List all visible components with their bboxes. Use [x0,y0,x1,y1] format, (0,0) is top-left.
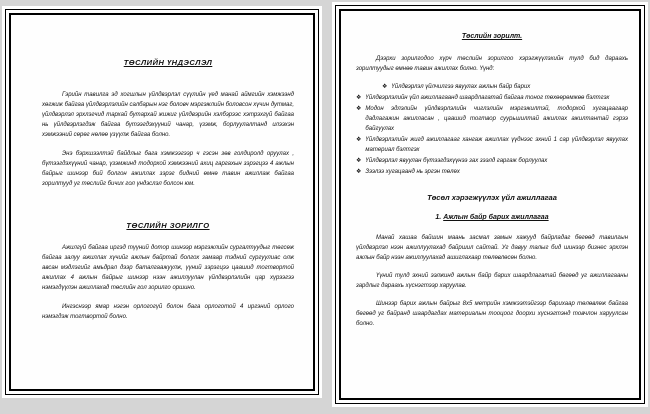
section-heading-justification: ТӨСЛИЙН ҮНДЭСЛЭЛ [123,58,213,67]
objective-text: Үйлдвэрлэл явуулан бүтээгдэхүүнээ зах зээлд гаргаж борлуулах [365,158,548,164]
subsection-heading-workplace [356,213,628,223]
objective-item [356,93,628,103]
paragraph-activities-2: Үүний тулд эхний ээлжинд ажлын байр барих шаардлагатай бөгөөд уг ажиллагааны зардлыг дараахь хүснэгтээр харуулав. [356,273,628,289]
objective-item [356,104,628,134]
objectives-list [356,82,628,177]
objective-item [356,167,628,177]
section-heading-goal: ТӨСЛИЙН ЗОРИЛГО [126,221,210,230]
document-page-1 [2,6,322,398]
paragraph-goal-1: Ажилгүй байгаа иргэд түүний дотор шинээр мэргэжлийн сургалтуудыг төгсөж байгаа залуу ажиллах хүчийг ажлын байртай болгох замаар тэдний сургуулиас олж авсан мэдлэгийг амьдрал дээр баталгаажуулж, үүний зэрэгцээ цаашид тогтвортой ажиллах 4 ажлын байрыг шинээр нээн ажиллуулан үйлдвэрлэлийн цар хүрээгээ нэмэгдүүлэн ажиллахад төслийн гол зорилго оршино. [42,245,294,291]
diamond-bullet-icon: ❖ [356,95,362,101]
paragraph-justification-2: Энэ бэрхшээлтэй байдлыг бага хэмжээгээр ч гэсэн зөв голдиролд оруулах , бүтээгдэхүүний чанар, үзэмжинд тодорхой хэмжээний ахиц гаргахын зэрэгцээ 4 ажлын байрыг шинээр бий болгон ажиллах зэрэг бидний өмнө тавин ажиллаж байгаа зорилтууд уг төслийг бичих гол үндэслэл болсон юм. [42,151,294,187]
diamond-bullet-icon: ❖ [356,169,362,175]
section-heading-activities: Төсөл хэрэгжүүлэх үйл ажиллагаа [427,193,557,202]
page-2-content [344,14,636,395]
diamond-bullet-icon: ❖ [356,106,362,112]
objective-text: Үйлдвэрлэлийн жигд ажиллагааг хангаж ажиллах үүднээс эхний 1 сар үйлдвэрлэл явуулах материал бэлтгэх [365,137,628,153]
paragraph-goal-2: Ингэснээр ямар нэгэн орлогогүй болон бага орлоготой 4 иргэний орлого нэмэгдэж тогтвортой болно. [42,304,294,320]
document-page-2 [332,2,648,407]
paragraph-activities-3: Шинээр барих ажлын байрыг 8х5 метрийн хэмжээтэйгээр барихаар төлөвлөж байгаа бөгөөд уг байранд шаардагдах материалын тооцоог доорхи хүснэгтэнд товчлон харуулсан болно. [356,301,628,327]
objective-text: Үйлдвэрлэл үйлчилгээ явуулах ажлын байр барих [391,84,531,90]
paragraph-objectives-intro: Дээрхи зорилгодоо хүрч төслийн зорилгоо хэрэгжүүлэхийн тулд бид дараахь зорилтуудыг өмнөө тавин ажиллах болно. Үүнд: [356,56,628,72]
paragraph-activities-1: Манай хашаа байшин маань засмал замын хажууд байрладаг бөгөөд тавилгын үйлдвэрлэл нээн ажиллуулахад байршил сайтай. Уг давуу талыг бид шинээр бизнес эрхлэн ажлын байр нээн ажиллуулахад ашиглахаар төлөвлөсөн болно. [356,235,628,261]
objective-item [356,156,628,166]
objective-text: Модон эдлэлийн үйлдвэрлэлийн чиглэлийн мэргэжилтэй, тодорхой хугацаагаар дадлагажин ажилласан , цаашид тогтвор суурьшилтай ажиллах ажилтантай гэрээ байгуулах [365,106,628,132]
subsection-number: 1. [435,214,442,221]
section-heading-objectives: Төслийн зорилт. [461,33,523,40]
diamond-bullet-icon: ❖ [382,84,388,90]
diamond-bullet-icon: ❖ [356,158,362,164]
objective-text: Зээлээ хугацаанд нь эргэн төлөх [365,169,460,175]
objective-text: Үйлдвэрлэлийн үйл ажиллагаанд шаардлагатай байгаа тоног төхөөрөмжөө бэлтгэх [365,95,610,101]
page-1-content [14,18,310,386]
subsection-title: Ажлын байр барих ажиллагаа [443,214,549,221]
paragraph-justification-1: Гэрийн тавилга эд хогшлын үйлдвэрлэл сүүлийн үед манай аймгийн хэмжээнд хөгжиж байгаа үйлдвэрлэлийн салбарын нэг боловч мэргэжлийн боловсон хүчин дутмаг, үйлдвэрлэл эрхлэгчид тархай бутархай жижиг үйлдвэрийн хэлбэрээс хэтрэхгүй байгаа нь үйлдвэрлэгдэж байгаа бүтээгдэхүүний чанар, үзэмж, борлуулалтанд илээхэн хэмжээний сөрөг нөлөө үзүүлж байгаа болно. [42,92,294,138]
objective-item [382,82,628,92]
objective-item [356,135,628,155]
diamond-bullet-icon: ❖ [356,137,362,143]
